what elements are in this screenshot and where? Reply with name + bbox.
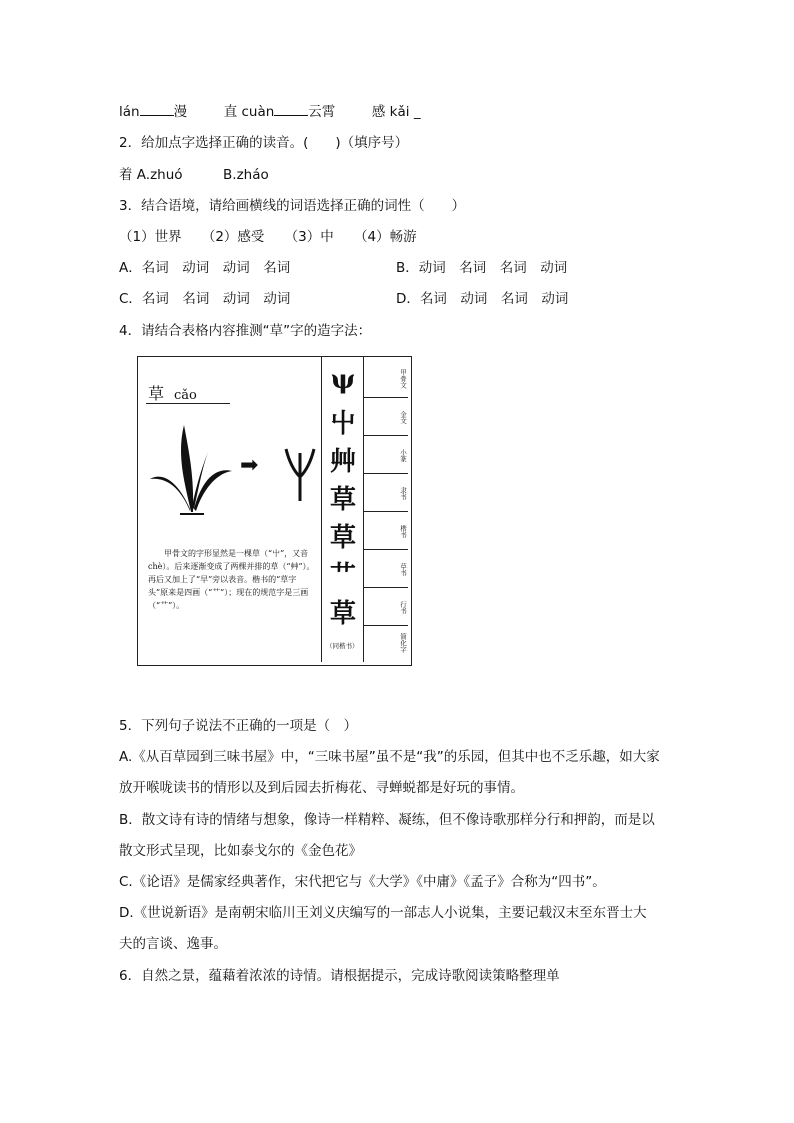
q3-option-a[interactable]: A．名词 动词 动词 名词 xyxy=(119,260,291,276)
glyph-seal: 艸 xyxy=(329,447,356,477)
q3-items: （1）世界 （2）感受 （3）中 （4）畅游 xyxy=(119,229,417,245)
title-underline xyxy=(146,403,230,404)
tag-divider-3 xyxy=(364,473,408,474)
figure-title-pinyin: cǎo xyxy=(174,388,197,403)
q5-option-d-line2: 夫的言谈、逸事。 xyxy=(119,936,227,952)
q1-a-char: 漫 xyxy=(173,104,188,120)
glyph-simplified-note: （同楷书） xyxy=(326,642,359,650)
tag-divider-1 xyxy=(364,397,408,398)
tag-lishu: 隶书 xyxy=(399,486,407,500)
q5-option-c[interactable]: C.《论语》是儒家经典著作，宋代把它与《大学》《中庸》《孟子》合称为“四书”。 xyxy=(119,874,606,890)
oracle-grass-glyph-icon xyxy=(280,443,320,503)
arrow-right-icon: ➡ xyxy=(240,453,259,478)
q5-option-d-line1[interactable]: D.《世说新语》是南朝宋临川王刘义庆编写的一部志人小说集，主要记载汉末至东晋士大 xyxy=(119,905,647,921)
figure-description: 甲骨文的字形显然是一棵草（“屮”，又音 chè）。后来逐渐变成了两棵并排的草（“艸”）。再后又加上了“早”旁以表音。楷书的“草字头”原来是四画（“艹”）；现在的规范字是三画（“艹”）。 xyxy=(148,549,315,610)
tag-divider-5 xyxy=(364,549,408,550)
q2-stem: 2．给加点字选择正确的读音。( )（填序号） xyxy=(119,135,409,151)
q6-stem: 6．自然之景，蕴藉着浓浓的诗情。请根据提示，完成诗歌阅读策略整理单 xyxy=(119,968,560,984)
tag-divider-6 xyxy=(364,587,408,588)
q1-b-prefix: 直 cuàn xyxy=(223,104,275,120)
cao-character-evolution-figure xyxy=(137,356,412,666)
glyph-bronze: 屮 xyxy=(329,409,356,439)
glyph-regular: 草 xyxy=(329,523,356,553)
q5-option-a-line2: 放开喉咙读书的情形以及到后园去折梅花、寻蝉蜕都是好玩的事情。 xyxy=(119,780,524,796)
figure-divider-right xyxy=(363,357,364,662)
q3-stem: 3．结合语境，请给画横线的词语选择正确的词性（ ） xyxy=(119,198,466,214)
glyph-oracle: ψ xyxy=(330,365,356,395)
tag-divider-4 xyxy=(364,511,408,512)
q3-option-c[interactable]: C．名词 名词 动词 动词 xyxy=(119,291,291,307)
tag-xingshu: 行书 xyxy=(399,600,407,614)
q5-option-a-line1[interactable]: A.《从百草园到三味书屋》中，“三味书屋”虽不是“我”的乐园，但其中也不乏乐趣，如大家 xyxy=(119,749,660,765)
figure-title xyxy=(148,381,197,404)
q1-c-suffix: _ xyxy=(413,104,421,120)
q1-b-char: 云霄 xyxy=(308,104,336,120)
q3-option-b[interactable]: B．动词 名词 名词 动词 xyxy=(396,260,568,276)
glyph-clerical: 草 xyxy=(329,485,356,515)
q1-blanks-line xyxy=(119,103,421,121)
q5-option-b-line2: 散文形式呈现，比如泰戈尔的《金色花》 xyxy=(119,843,362,859)
q4-stem: 4．请结合表格内容推测“草”字的造字法： xyxy=(119,323,372,339)
q1-a-blank[interactable] xyxy=(140,103,174,116)
tag-jiaguwen: 甲骨文 xyxy=(399,369,407,389)
tag-jinwen: 金文 xyxy=(399,410,407,424)
glyph-cursive: 艹 xyxy=(329,561,356,591)
tag-caoshu: 草书 xyxy=(399,562,407,576)
figure-divider-left xyxy=(321,357,322,662)
grass-plant-icon xyxy=(146,417,236,517)
q1-a-pinyin: lán xyxy=(119,104,140,120)
q5-stem: 5．下列句子说法不正确的一项是（ ） xyxy=(119,718,358,734)
q5-option-b-line1[interactable]: B．散文诗有诗的情绪与想象，像诗一样精粹、凝练，但不像诗歌那样分行和押韵，而是以 xyxy=(119,812,655,828)
q2-options: 着 A.zhuó B.zháo xyxy=(119,167,269,183)
tag-divider-7 xyxy=(364,625,408,626)
tag-kaishu: 楷书 xyxy=(399,524,407,538)
q1-c-prefix: 感 kǎi xyxy=(371,104,410,120)
tag-divider-2 xyxy=(364,435,408,436)
q3-option-d[interactable]: D．名词 动词 名词 动词 xyxy=(396,291,569,307)
glyph-running: 草 xyxy=(329,599,356,629)
figure-title-char: 草 xyxy=(148,384,165,403)
tag-xiaozhuan: 小篆 xyxy=(399,448,407,462)
tag-jianhuazi: 简化字 xyxy=(399,633,407,653)
q1-b-blank[interactable] xyxy=(274,103,308,116)
